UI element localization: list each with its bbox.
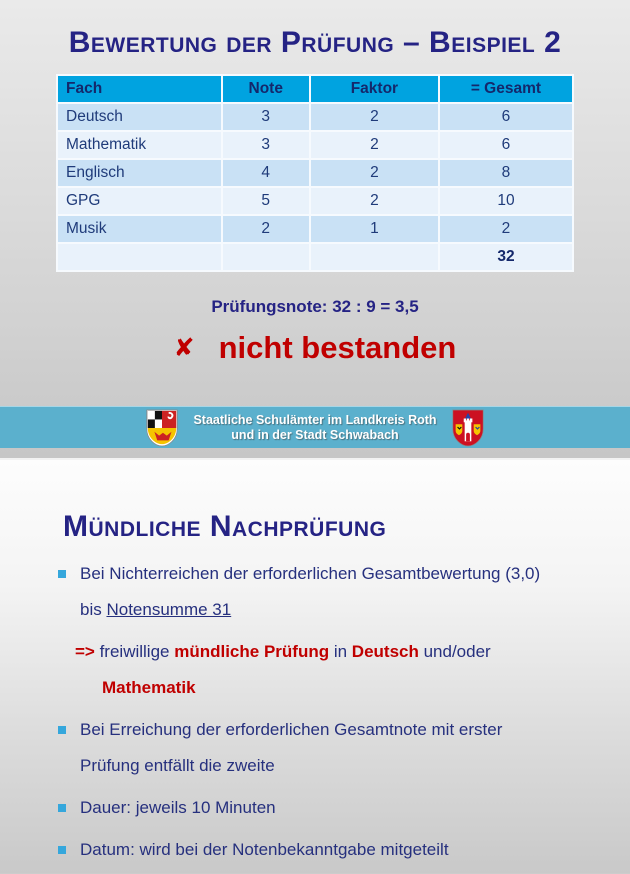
stadt-schwabach-coat-of-arms-icon bbox=[451, 409, 485, 447]
bullet1-line2-prefix: bis bbox=[80, 600, 107, 619]
cell-fach: GPG bbox=[58, 188, 221, 214]
bullet2-line1: Bei Erreichung der erforderlichen Gesamtnote mit erster bbox=[80, 720, 503, 739]
cell-note: 2 bbox=[223, 216, 309, 242]
table-row bbox=[58, 132, 572, 158]
bullet4-text: Datum: wird bei der Notenbekanntgabe mitgeteilt bbox=[80, 840, 449, 859]
cell-note bbox=[223, 244, 309, 270]
cell-total-sum: 32 bbox=[440, 244, 572, 270]
bullet3-text: Dauer: jeweils 10 Minuten bbox=[80, 798, 276, 817]
arrow-text-3: und/oder bbox=[418, 642, 491, 661]
table-total-row bbox=[58, 244, 572, 270]
table-row bbox=[58, 104, 572, 130]
list-item bbox=[57, 832, 562, 868]
arrow-red-1: mündliche Prüfung bbox=[174, 642, 330, 661]
cell-note: 3 bbox=[223, 132, 309, 158]
col-header-note: Note bbox=[223, 76, 309, 102]
list-item bbox=[57, 556, 562, 628]
cell-note: 5 bbox=[223, 188, 309, 214]
cell-faktor bbox=[311, 244, 438, 270]
col-header-gesamt: = Gesamt bbox=[440, 76, 572, 102]
bullet-list bbox=[57, 556, 562, 874]
col-header-fach: Fach bbox=[58, 76, 221, 102]
bullet1-underlined-text: Notensumme 31 bbox=[106, 600, 232, 619]
bullet-square-icon bbox=[58, 804, 66, 812]
table-row bbox=[58, 160, 572, 186]
slide1-title: Bewertung der Prüfung – Beispiel 2 bbox=[68, 26, 562, 60]
bullet-square-icon bbox=[58, 846, 66, 854]
table-row bbox=[58, 188, 572, 214]
cell-note: 3 bbox=[223, 104, 309, 130]
cell-gesamt: 6 bbox=[440, 104, 572, 130]
cell-gesamt: 8 bbox=[440, 160, 572, 186]
list-item bbox=[57, 712, 562, 784]
verdict-line bbox=[0, 331, 630, 365]
cell-gesamt: 2 bbox=[440, 216, 572, 242]
slide2-title: Mündliche Nachprüfung bbox=[63, 510, 387, 544]
arrow-note bbox=[57, 634, 562, 706]
cell-faktor: 2 bbox=[311, 188, 438, 214]
arrow-text-2: in bbox=[329, 642, 352, 661]
cell-gesamt: 10 bbox=[440, 188, 572, 214]
footer-caption-line2: und in der Stadt Schwabach bbox=[231, 427, 399, 442]
cell-fach: Musik bbox=[58, 216, 221, 242]
cell-gesamt: 6 bbox=[440, 132, 572, 158]
col-header-faktor: Faktor bbox=[311, 76, 438, 102]
arrow-red-3: Mathematik bbox=[102, 678, 196, 697]
cell-fach: Mathematik bbox=[58, 132, 221, 158]
bullet-square-icon bbox=[58, 726, 66, 734]
cell-faktor: 1 bbox=[311, 216, 438, 242]
cell-fach bbox=[58, 244, 221, 270]
table-row bbox=[58, 216, 572, 242]
arrow-red-2: Deutsch bbox=[351, 642, 419, 661]
footer-caption-line1: Staatliche Schulämter im Landkreis Roth bbox=[193, 412, 437, 427]
grades-table bbox=[56, 74, 574, 272]
slide-nachpruefung bbox=[0, 458, 630, 873]
arrow-text-1: freiwillige bbox=[94, 642, 175, 661]
footer-bar bbox=[0, 406, 630, 448]
grade-result-line: Prüfungsnote: 32 : 9 = 3,5 bbox=[211, 297, 419, 316]
arrow-marker: => bbox=[75, 642, 95, 661]
bullet-square-icon bbox=[58, 570, 66, 578]
cell-fach: Englisch bbox=[58, 160, 221, 186]
bullet2-line2: Prüfung entfällt die zweite bbox=[80, 756, 275, 775]
bullet1-line1: Bei Nichterreichen der erforderlichen Gesamtbewertung (3,0) bbox=[80, 564, 541, 583]
footer-caption bbox=[193, 413, 436, 443]
list-item bbox=[57, 790, 562, 826]
cell-note: 4 bbox=[223, 160, 309, 186]
ballot-x-icon: ✘ bbox=[173, 333, 195, 362]
cell-fach: Deutsch bbox=[58, 104, 221, 130]
cell-faktor: 2 bbox=[311, 132, 438, 158]
table-header-row bbox=[58, 76, 572, 102]
verdict-text: nicht bestanden bbox=[218, 330, 457, 365]
cell-faktor: 2 bbox=[311, 160, 438, 186]
cell-faktor: 2 bbox=[311, 104, 438, 130]
landkreis-roth-coat-of-arms-icon bbox=[145, 409, 179, 447]
